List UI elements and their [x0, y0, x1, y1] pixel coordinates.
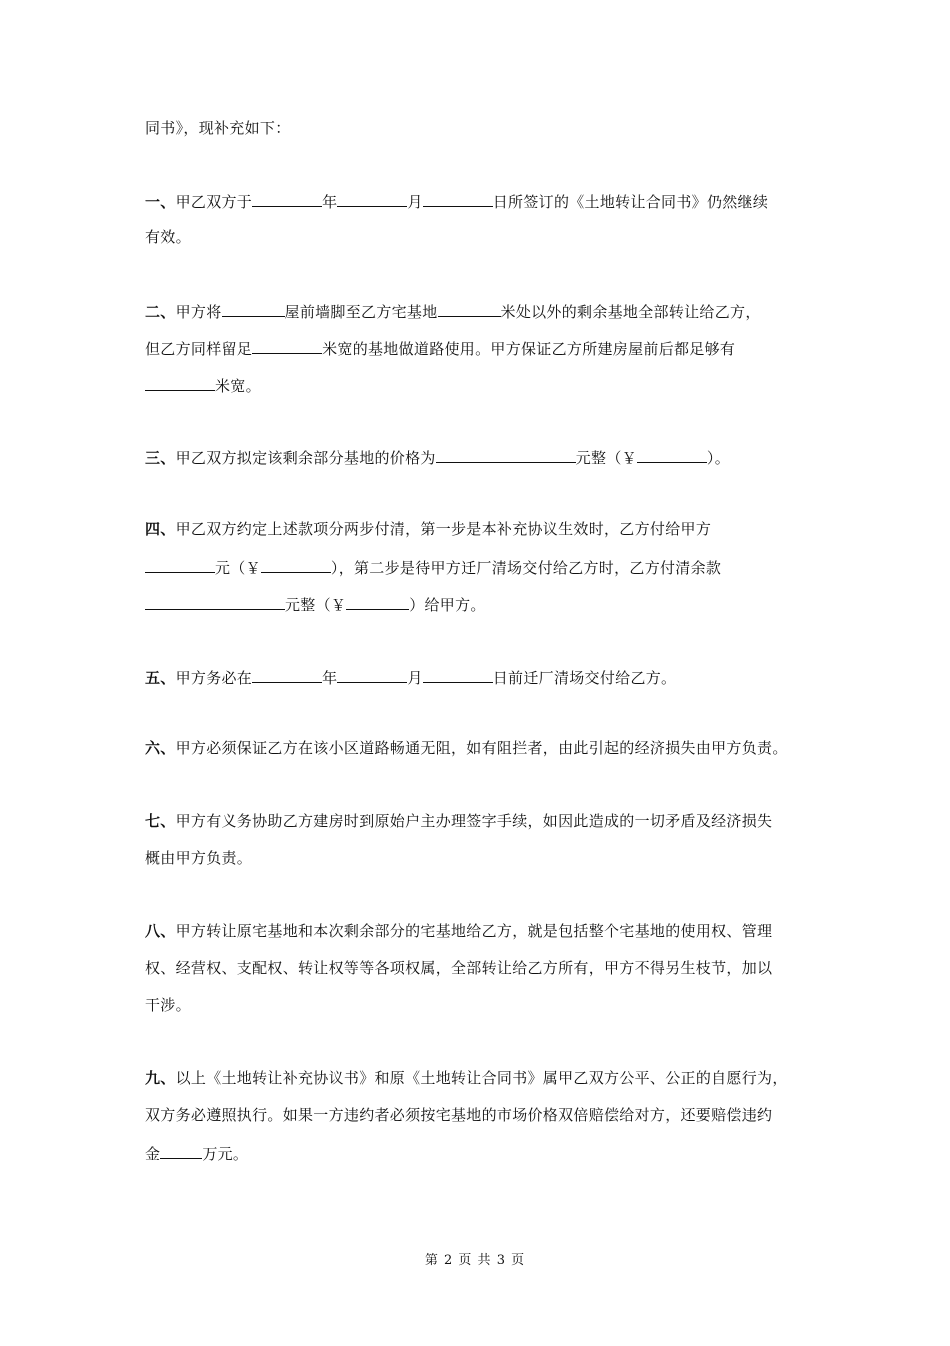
- clause-8-line-2: [145, 958, 772, 978]
- clause-8-text-b: 权、经营权、支配权、转让权等等各项权属，全部转让给乙方所有，甲方不得另生枝节，加以: [145, 959, 773, 977]
- clause-3-text-c: ）。: [706, 449, 731, 467]
- clause-4-text-e: ）给甲方。: [409, 596, 486, 614]
- clause-1-line-2: [145, 227, 191, 247]
- clause-9-text-c: 金: [145, 1145, 161, 1163]
- clause-1-text-c: 月: [407, 193, 423, 211]
- clause-7-text-a: 甲方有义务协助乙方建房时到原始户主办理签字手续，如因此造成的一切矛盾及经济损失: [175, 812, 773, 830]
- clause-2-text-d: 但乙方同样留足: [145, 340, 253, 358]
- clause-2-text-c: 米处以外的剩余基地全部转让给乙方，: [500, 303, 761, 321]
- clause-5-month-blank[interactable]: [337, 666, 407, 683]
- clause-7-line-2: [145, 848, 252, 868]
- clause-4-line-2: [145, 556, 721, 578]
- clause-2-text-b: 屋前墙脚至乙方宅基地: [284, 303, 438, 321]
- clause-7-text-b: 概由甲方负责。: [145, 849, 253, 867]
- clause-3-text-b: 元整（￥: [575, 449, 637, 467]
- clause-9-text-d: 万元。: [202, 1145, 249, 1163]
- clause-4-line-3: [145, 593, 486, 615]
- clause-2-text-e: 米宽的基地做道路使用。甲方保证乙方所建房屋前后都足够有: [322, 340, 736, 358]
- clause-2-text-a: 甲方将: [175, 303, 222, 321]
- clause-3-price-blank[interactable]: [436, 446, 576, 463]
- clause-9-text-b: 双方务必遵照执行。如果一方违约者必须按宅基地的市场价格双倍赔偿给对方，还要赔偿违约: [145, 1106, 773, 1124]
- clause-2-road-width-blank[interactable]: [252, 337, 322, 354]
- clause-4-first-amount-blank[interactable]: [261, 556, 331, 573]
- clause-6-line-1: [145, 738, 788, 758]
- clause-3-text-a: 甲乙双方拟定该剩余部分基地的价格为: [175, 449, 436, 467]
- clause-1-day-blank[interactable]: [423, 190, 493, 207]
- intro-line: [145, 118, 291, 138]
- clause-8-line-3: [145, 995, 191, 1015]
- clause-2-line-1: [145, 300, 761, 322]
- clause-1-text-e: 有效。: [145, 228, 191, 246]
- clause-9-line-3: [145, 1142, 248, 1164]
- clause-4-text-c: ），第二步是待甲方迁厂清场交付给乙方时，乙方付清余款: [330, 559, 722, 577]
- clause-8-number: 八、: [145, 922, 176, 940]
- clause-8-text-c: 干涉。: [145, 996, 191, 1014]
- clause-3-line-1: [145, 446, 730, 468]
- clause-4-first-payment-blank[interactable]: [145, 556, 215, 573]
- clause-2-meters-blank[interactable]: [438, 300, 501, 317]
- clause-8-text-a: 甲方转让原宅基地和本次剩余部分的宅基地给乙方，就是包括整个宅基地的使用权、管理: [175, 922, 773, 940]
- clause-9-line-1: [145, 1068, 788, 1088]
- clause-5-text-b: 年: [322, 669, 338, 687]
- clause-6-text-a: 甲方必须保证乙方在该小区道路畅通无阻，如有阻拦者，由此引起的经济损失由甲方负责。: [175, 739, 788, 757]
- clause-4-balance-blank[interactable]: [145, 593, 285, 610]
- clause-4-text-d: 元整（￥: [285, 596, 347, 614]
- clause-3-number: 三、: [145, 449, 176, 467]
- clause-5-day-blank[interactable]: [423, 666, 493, 683]
- clause-3-amount-blank[interactable]: [637, 446, 707, 463]
- clause-7-line-1: [145, 811, 772, 831]
- clause-2-text-f: 米宽。: [215, 377, 261, 395]
- clause-1-year-blank[interactable]: [252, 190, 322, 207]
- clause-9-text-a: 以上《土地转让补充协议书》和原《土地转让合同书》属甲乙双方公平、公正的自愿行为，: [175, 1069, 788, 1087]
- clause-6-number: 六、: [145, 739, 176, 757]
- clause-2-house-blank[interactable]: [222, 300, 285, 317]
- clause-1-text-d: 日所签订的《土地转让合同书》仍然继续: [492, 193, 769, 211]
- clause-5-number: 五、: [145, 669, 176, 687]
- clause-2-line-3: [145, 374, 261, 396]
- clause-4-text-a: 甲乙双方约定上述款项分两步付清，第一步是本补充协议生效时，乙方付给甲方: [175, 520, 712, 538]
- clause-5-line-1: [145, 666, 676, 688]
- clause-1-line-1: [145, 190, 768, 212]
- clause-2-front-width-blank[interactable]: [145, 374, 215, 391]
- clause-5-text-c: 月: [407, 669, 423, 687]
- clause-9-line-2: [145, 1105, 772, 1125]
- clause-2-number: 二、: [145, 303, 176, 321]
- clause-4-number: 四、: [145, 520, 176, 538]
- clause-4-balance-amount-blank[interactable]: [346, 593, 409, 610]
- page-footer: [0, 1252, 950, 1270]
- page-number: 第 2 页 共 3 页: [424, 1253, 526, 1268]
- clause-1-number: 一、: [145, 193, 176, 211]
- clause-9-number: 九、: [145, 1069, 176, 1087]
- clause-1-text-a: 甲乙双方于: [175, 193, 253, 211]
- clause-4-text-b: 元（￥: [215, 559, 261, 577]
- clause-2-line-2: [145, 337, 735, 359]
- clause-9-penalty-blank[interactable]: [160, 1142, 202, 1159]
- clause-7-number: 七、: [145, 812, 176, 830]
- intro-text: 同书》，现补充如下：: [145, 119, 291, 137]
- clause-5-text-a: 甲方务必在: [175, 669, 253, 687]
- clause-4-line-1: [145, 519, 711, 539]
- clause-1-month-blank[interactable]: [337, 190, 407, 207]
- clause-5-text-d: 日前迁厂清场交付给乙方。: [492, 669, 677, 687]
- clause-5-year-blank[interactable]: [252, 666, 322, 683]
- clause-1-text-b: 年: [322, 193, 338, 211]
- clause-8-line-1: [145, 921, 772, 941]
